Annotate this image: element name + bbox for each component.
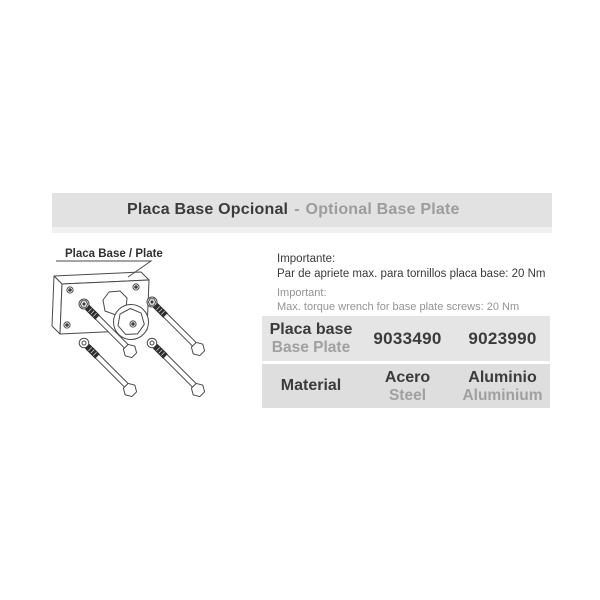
part-label-en: Base Plate [271, 339, 351, 356]
torque-note-english [277, 287, 519, 314]
table-row-part-numbers [262, 316, 550, 361]
torque-note-spanish-label: Importante: [277, 253, 336, 265]
material-aluminium-es: Aluminio [468, 368, 537, 386]
cell-material-steel [360, 364, 455, 408]
torque-note-english-text: Max. torque wrench for base plate screws: 20 Nm [277, 300, 520, 313]
part-label-es: Placa base [269, 321, 353, 338]
cell-part-label [262, 316, 360, 361]
material-label: Material [280, 377, 342, 394]
page-title-english: Optional Base Plate [305, 201, 460, 218]
cell-material-label [262, 364, 360, 408]
cell-part-number-steel [360, 316, 455, 361]
material-steel-en: Steel [388, 386, 427, 404]
part-number-aluminium: 9023990 [468, 328, 537, 348]
section-header-bar [52, 193, 552, 227]
base-plate-diagram [45, 238, 210, 398]
header-bottom-strip [52, 227, 552, 233]
cell-material-aluminium [455, 364, 550, 408]
torque-note-spanish [277, 252, 545, 282]
torque-note-english-label: Important: [277, 287, 327, 299]
diagram-label: Placa Base / Plate [65, 248, 163, 260]
material-steel-es: Acero [384, 368, 431, 386]
part-number-steel: 9033490 [373, 328, 442, 348]
lower-fasteners [79, 338, 204, 396]
cell-part-number-aluminium [455, 316, 550, 361]
torque-note-spanish-text: Par de apriete max. para tornillos placa base: 20 Nm [277, 268, 546, 280]
table-row-material [262, 364, 550, 408]
material-aluminium-en: Aluminium [462, 386, 543, 404]
central-boss [114, 305, 149, 340]
title-separator: - [294, 201, 300, 218]
parts-table [262, 316, 550, 408]
page-title-spanish: Placa Base Opcional [127, 201, 289, 218]
